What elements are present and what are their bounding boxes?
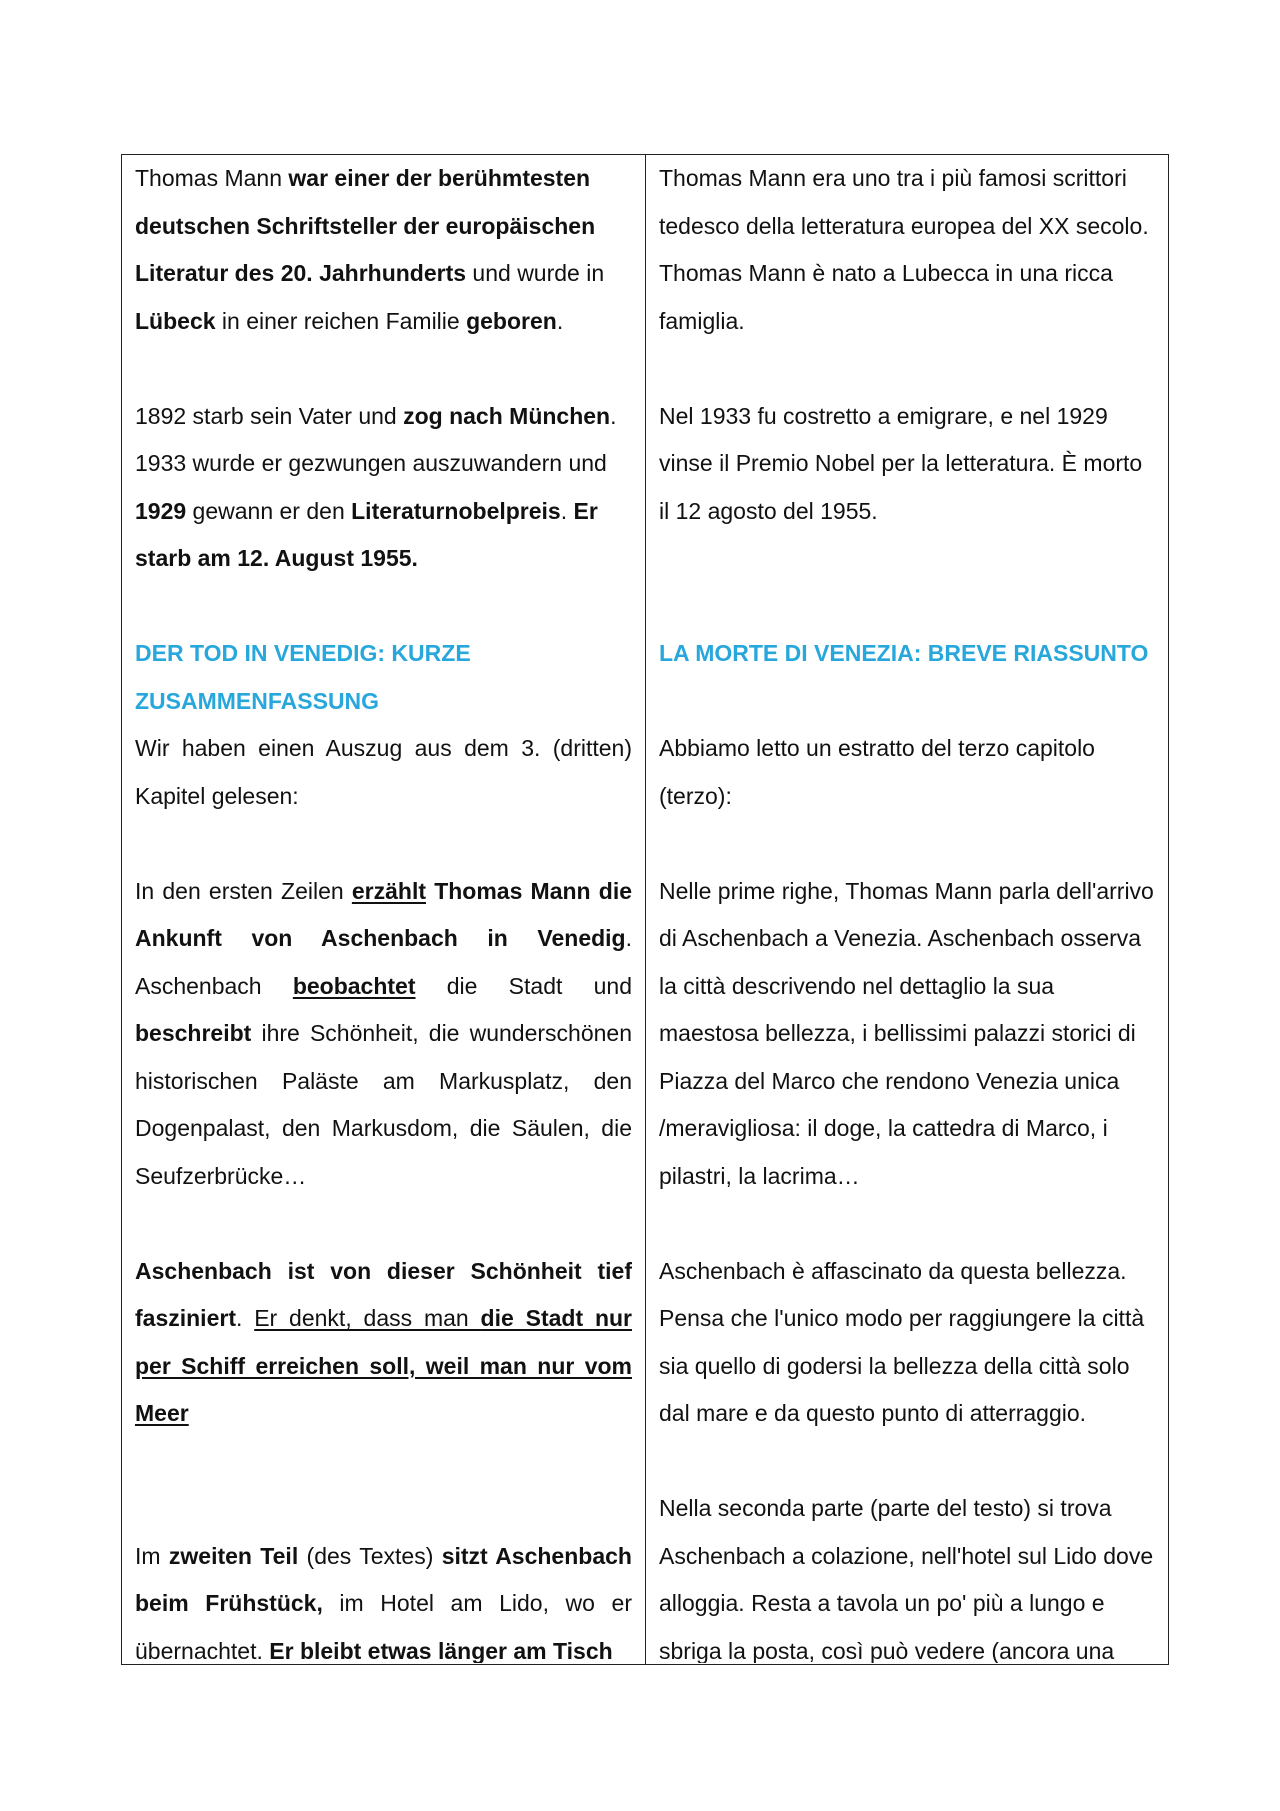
german-heading: DER TOD IN VENEDIG: KURZE ZUSAMMENFASSUNG [135,640,471,714]
italian-paragraph-life: Nel 1933 fu costretto a emigrare, e nel 1929 vinse il Premio Nobel per la letteratura. È morto il 12 agosto del 1955. [659,402,1143,524]
german-paragraph-bio: Thomas Mann war einer der berühmtesten deutschen Schriftsteller der europäischen Literatur des 20. Jahrhunderts und wurde in Lübeck in einer reichen Familie geboren. [135,165,605,334]
italian-paragraph-breakfast: Nella seconda parte (parte del testo) si trova Aschenbach a colazione, nell'hotel sul Lido dove alloggia. Resta a tavola un po' più a lungo e sbriga la posta, così può vedere (ancora una [659,1495,1154,1663]
bilingual-table [121,154,1169,1665]
german-column [122,155,646,1665]
italian-paragraph-bio: Thomas Mann era uno tra i più famosi scrittori tedesco della letteratura europea del XX secolo. Thomas Mann è nato a Lubecca in una ricca famiglia. [659,165,1149,334]
german-paragraph-breakfast: Im zweiten Teil (des Textes) sitzt Aschenbach beim Frühstück, im Hotel am Lido, wo er übernachtet. Er bleibt etwas länger am Tisch [135,1542,632,1663]
italian-column [646,155,1169,1665]
german-paragraph-arrival: In den ersten Zeilen erzählt Thomas Mann die Ankunft von Aschenbach in Venedig. Aschenbach beobachtet die Stadt und beschreibt ihre Schönheit, die wunderschönen historischen Paläste am Markusplatz, den Dogenpalast, den Markusdom, die Säulen, die Seufzerbrücke… [135,877,632,1189]
german-paragraph-fascination: Aschenbach ist von dieser Schönheit tief fasziniert. Er denkt, dass man die Stadt nur per Schiff erreichen soll, weil man nur vom Meer [135,1257,632,1426]
german-paragraph-life: 1892 starb sein Vater und zog nach München. 1933 wurde er gezwungen auszuwandern und 1929 gewann er den Literaturnobelpreis. Er starb am 12. August 1955. [135,402,617,571]
italian-paragraph-intro: Abbiamo letto un estratto del terzo capitolo (terzo): [659,735,1095,809]
german-paragraph-intro: Wir haben einen Auszug aus dem 3. (dritten) Kapitel gelesen: [135,735,632,809]
italian-paragraph-fascination: Aschenbach è affascinato da questa bellezza. Pensa che l'unico modo per raggiungere la città sia quello di godersi la bellezza della città solo dal mare e da questo punto di atterraggio. [659,1257,1145,1426]
table-row [122,155,1169,1665]
italian-heading: LA MORTE DI VENEZIA: BREVE RIASSUNTO [659,640,1149,666]
italian-paragraph-arrival: Nelle prime righe, Thomas Mann parla dell'arrivo di Aschenbach a Venezia. Aschenbach osserva la città descrivendo nel dettaglio la sua maestosa bellezza, i bellissimi palazzi storici di Piazza del Marco che rendono Venezia unica /meravigliosa: il doge, la cattedra di Marco, i pilastri, la lacrima… [659,877,1154,1189]
